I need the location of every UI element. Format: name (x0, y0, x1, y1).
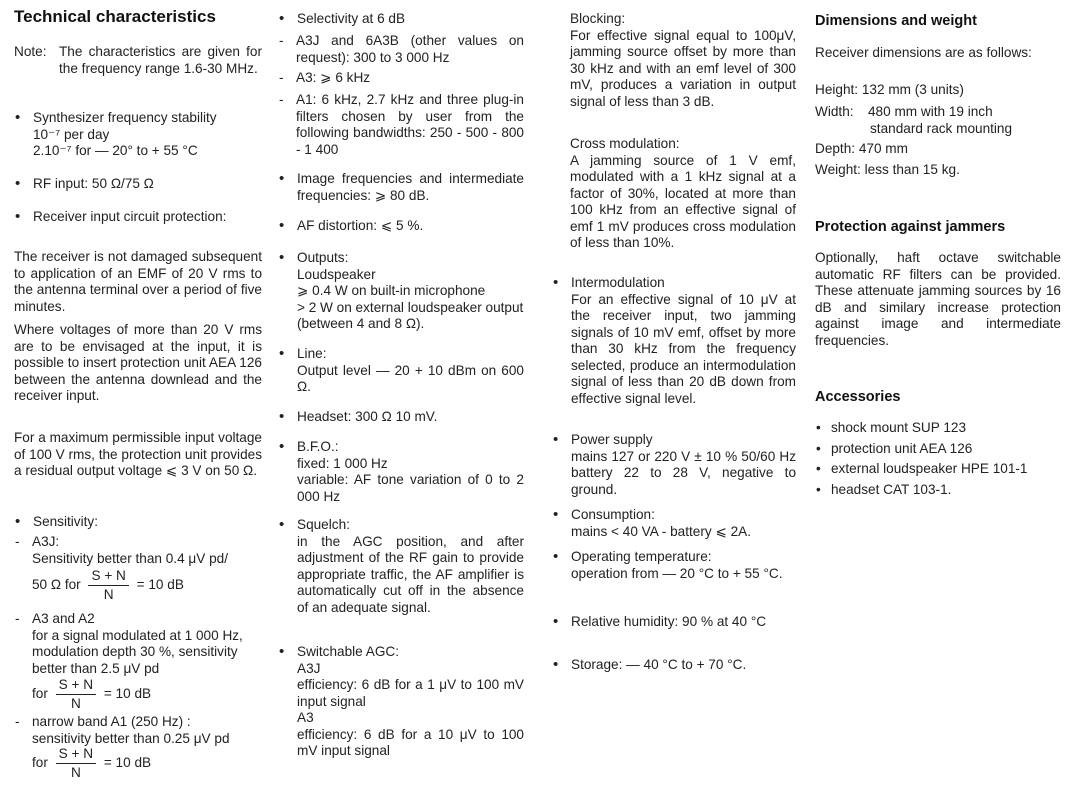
width-row (815, 104, 1061, 137)
bfo (278, 439, 524, 505)
cross-text: A jamming source of 1 V emf, modulated with a 1 kHz signal at a factor of 30%, located at more than 100 kHz from an effective signal of emf 1 mV produces cross modulation of less than 10%. (570, 152, 796, 250)
selectivity-a3j: - A3J and 6A3B (other values on request): 300 to 3 000 Hz (278, 33, 524, 66)
sensitivity-a3a2-formula (14, 677, 262, 712)
accessory-item: • shock mount SUP 123 (815, 420, 1061, 437)
selectivity-a3: - A3: ⩾ 6 kHz (278, 70, 524, 87)
depth-label: Depth: (815, 141, 856, 156)
bfo-text: fixed: 1 000 Hz variable: AF tone variation of 0 to 2 000 Hz (297, 455, 524, 504)
dimensions-title: Dimensions and weight (815, 13, 977, 29)
formula-result: = 10 dB (136, 577, 184, 593)
rf-input: • RF input: 50 Ω/75 Ω (14, 176, 262, 193)
power-supply (552, 432, 796, 498)
width-value: 480 mm with 19 inch (868, 104, 993, 119)
accessories-list (815, 420, 1061, 502)
fraction-denominator: N (103, 587, 114, 602)
fraction-denominator: N (70, 765, 81, 780)
synth-stability (14, 110, 262, 160)
image-frequencies: • Image frequencies and intermediate frequencies: ⩾ 80 dB. (278, 171, 524, 204)
protection-jammers-title: Protection against jammers (815, 219, 1006, 235)
inter-title: • Intermodulation (571, 275, 665, 290)
snr-fraction (56, 677, 96, 712)
weight-value: less than 15 kg. (864, 162, 960, 177)
squelch-text: in the AGC position, and after adjustment of the RF gain to provide appropriate traffic, the AF amplifier is automatically cut off in the absence of an adequate signal. (297, 533, 524, 615)
weight-row (815, 162, 1061, 179)
agc-text: A3J efficiency: 6 dB for a 1 μV to 100 mV input signal A3 efficiency: 6 dB for a 10 μV to 100 mV input signal (297, 660, 524, 758)
synth-line-2: 2.10⁻⁷ for — 20° to + 55 °C (33, 143, 198, 158)
optemp-title: • Operating temperature: (571, 549, 712, 564)
fraction-numerator: S + N (88, 568, 128, 586)
sensitivity-a3j-formula (14, 568, 262, 603)
sensitivity-nb-label: - narrow band A1 (250 Hz) : (32, 714, 191, 729)
width-value-2: standard rack mounting (870, 120, 1013, 136)
accessories-title: Accessories (815, 389, 901, 405)
squelch (278, 517, 524, 616)
agc-title: • Switchable AGC: (297, 644, 399, 659)
cross-title: Cross modulation: (570, 136, 680, 151)
sensitivity-narrow-band (14, 714, 262, 747)
formula-prefix: 50 Ω for (32, 577, 81, 593)
optemp-text: operation from — 20 °C to + 55 °C. (571, 565, 783, 581)
protection-jammers-text: Optionally, haft octave switchable automatic RF filters can be provided. These attenuate jamming sources by 16 dB and similary increase protection against image and intermediate frequencies. (815, 250, 1061, 348)
protection-paragraph-2: Where voltages of more than 20 V rms are to be envisaged at the input, it is possible to insert protection unit AEA 126 between the antenna downlead and the receiver input. (14, 322, 262, 403)
sensitivity-a3a2 (14, 611, 262, 677)
blocking-title: Blocking: (570, 11, 626, 26)
sensitivity-a3a2-label: - A3 and A2 (32, 611, 95, 626)
blocking (552, 11, 796, 110)
bfo-title: • B.F.O.: (297, 439, 339, 454)
sensitivity-nb-formula (14, 746, 262, 781)
synth-title: • Synthesizer frequency stability (33, 110, 217, 125)
protection-paragraph-3: For a maximum permissible input voltage of 100 V rms, the protection unit provides a residual output voltage ⩽ 3 V on 50 Ω. (14, 430, 262, 478)
headset: • Headset: 300 Ω 10 mV. (278, 409, 524, 426)
blocking-text: For effective signal equal to 100μV, jamming source offset by more than 30 kHz and with an emf level of 300 mV, produces a variation in output signal of less than 3 dB. (570, 27, 796, 109)
height-row (815, 82, 1061, 99)
fraction-numerator: S + N (56, 746, 96, 764)
sensitivity-a3j (14, 534, 262, 567)
power-title: • Power supply (571, 432, 653, 447)
outputs-title: • Outputs: (297, 250, 349, 265)
page-title: Technical characteristics (14, 7, 216, 26)
protection-title: • Receiver input circuit protection: (14, 209, 262, 226)
sensitivity-nb-text: sensitivity better than 0.25 μV pd (32, 730, 230, 746)
consumption-title: • Consumption: (571, 507, 655, 522)
formula-prefix: for (32, 755, 48, 771)
intermodulation (552, 275, 796, 407)
height-label: Height: (815, 82, 859, 97)
inter-text: For an effective signal of 10 μV at the receiver input, two jamming signals of 10 mV emf, offset by more than 30 kHz from the frequency selected, produce an intermodulation signal of less than 20 dB down from effective signal level. (571, 291, 796, 406)
consumption-text: mains < 40 VA - battery ⩽ 2A. (571, 523, 752, 539)
storage: • Storage: — 40 °C to + 70 °C. (552, 657, 796, 674)
cross-modulation (552, 136, 796, 252)
line-text: Output level — 20 + 10 dBm on 600 Ω. (297, 362, 524, 394)
selectivity-title: • Selectivity at 6 dB (278, 11, 524, 28)
fraction-denominator: N (70, 696, 81, 711)
weight-label: Weight: (815, 162, 861, 177)
sensitivity-a3j-label: - A3J: (32, 534, 60, 549)
line (278, 346, 524, 396)
sensitivity-a3j-text: Sensitivity better than 0.4 μV pd/ (32, 550, 228, 566)
accessory-item: • external loudspeaker HPE 101-1 (815, 461, 1061, 478)
snr-fraction (56, 746, 96, 781)
accessory-item: • headset CAT 103-1. (815, 482, 1061, 499)
af-distortion: • AF distortion: ⩽ 5 %. (278, 218, 524, 235)
operating-temperature (552, 549, 796, 582)
switchable-agc (278, 644, 524, 760)
formula-result: = 10 dB (103, 686, 152, 702)
height-value: 132 mm (3 units) (861, 82, 964, 97)
note-text: The characteristics are given for the frequency range 1.6-30 MHz. (59, 44, 262, 76)
protection-paragraph-1: The receiver is not damaged subsequent to application of an EMF of 20 V rms to the antenna terminal over a period of five minutes. (14, 249, 262, 314)
width-label: Width: (815, 104, 854, 119)
formula-prefix: for (32, 686, 48, 702)
note-label: Note: (14, 44, 47, 59)
note (14, 44, 262, 77)
consumption (552, 507, 796, 540)
synth-line-1: 10⁻⁷ per day (33, 126, 110, 142)
accessory-item: • protection unit AEA 126 (815, 441, 1061, 458)
power-text: mains 127 or 220 V ± 10 % 50/60 Hz battery 22 to 28 V, negative to ground. (571, 448, 796, 497)
dimensions-intro: Receiver dimensions are as follows: (815, 45, 1032, 60)
outputs-text: Loudspeaker ⩾ 0.4 W on built-in microphone > 2 W on external loudspeaker output (between 4 and 8 Ω). (297, 266, 524, 331)
sensitivity-a3a2-text: for a signal modulated at 1 000 Hz, modulation depth 30 %, sensitivity better than 2.5 μV pd (32, 627, 243, 676)
depth-row (815, 141, 1061, 158)
depth-value: 470 mm (858, 141, 908, 156)
line-title: • Line: (297, 346, 327, 361)
outputs (278, 250, 524, 333)
squelch-title: • Squelch: (297, 517, 350, 532)
relative-humidity: • Relative humidity: 90 % at 40 °C (552, 614, 796, 631)
fraction-numerator: S + N (56, 677, 96, 695)
sensitivity-title: • Sensitivity: (14, 514, 262, 531)
snr-fraction (88, 568, 128, 603)
selectivity-a1: - A1: 6 kHz, 2.7 kHz and three plug-in filters chosen by user from the following bandwidths: 250 - 500 - 800 - 1 400 (278, 92, 524, 158)
formula-result: = 10 dB (103, 755, 152, 771)
